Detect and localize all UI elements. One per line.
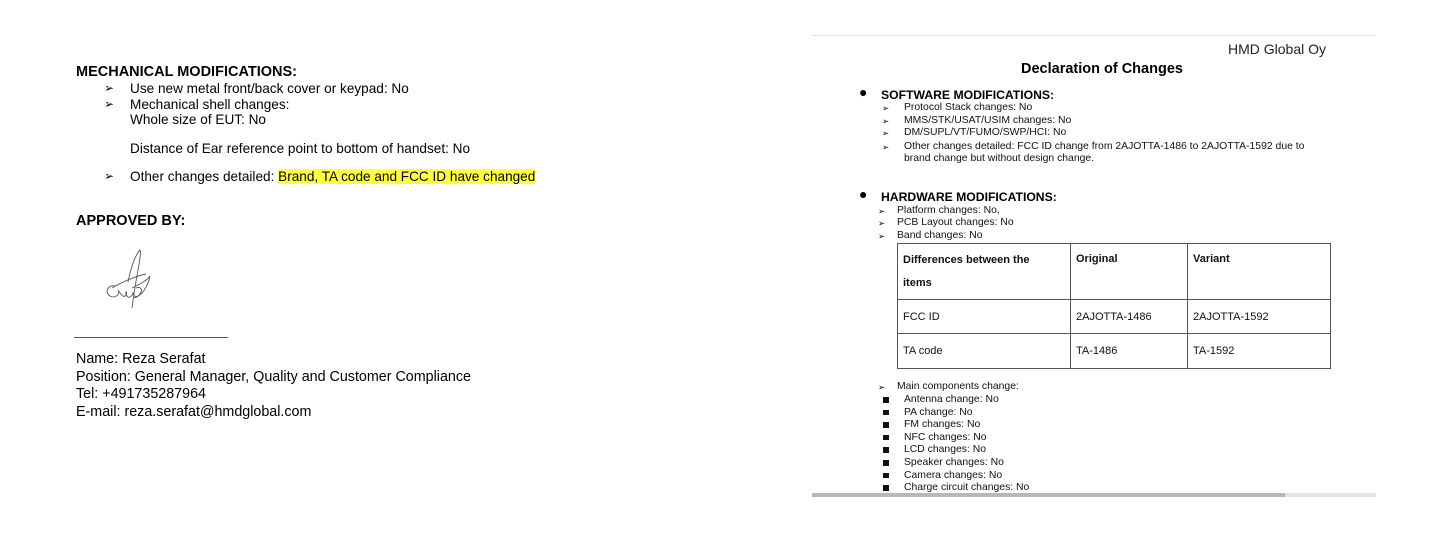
arrow-bullet-icon: ➢ — [878, 218, 886, 228]
table-header-cell: Variant — [1188, 244, 1331, 300]
arrow-bullet-icon: ➢ — [882, 142, 890, 152]
component-item: NFC changes: No — [904, 431, 987, 443]
software-heading: SOFTWARE MODIFICATIONS: — [881, 88, 1055, 102]
other-changes-label: Other changes detailed: — [130, 169, 279, 184]
component-item: Camera changes: No — [904, 469, 1003, 481]
mechanical-heading: MECHANICAL MODIFICATIONS: — [76, 64, 297, 80]
signer-name: Name: Reza Serafat — [76, 351, 206, 367]
scrollbar-thumb[interactable] — [812, 493, 1285, 497]
signature-line — [74, 337, 228, 338]
component-item: Charge circuit changes: No — [904, 482, 1030, 494]
component-item: LCD changes: No — [904, 444, 987, 456]
page-top-divider — [812, 35, 1376, 36]
table-cell: 2AJOTTA-1592 — [1188, 300, 1331, 334]
square-bullet-icon — [883, 447, 889, 453]
component-item: Speaker changes: No — [904, 457, 1004, 468]
arrow-bullet-icon: ➢ — [882, 128, 890, 138]
sw-item: MMS/STK/USAT/USIM changes: No — [904, 115, 1072, 126]
square-bullet-icon — [883, 473, 889, 479]
bullet-dot-icon: ● — [859, 186, 868, 202]
sw-item: DM/SUPL/VT/FUMO/SWP/HCI: No — [904, 127, 1067, 138]
square-bullet-icon — [883, 422, 889, 428]
table-cell: 2AJOTTA-1486 — [1071, 300, 1188, 334]
other-changes — [130, 169, 535, 185]
signer-position: Position: General Manager, Quality and Customer Compliance — [76, 369, 471, 385]
arrow-bullet-icon: ➢ — [878, 382, 886, 392]
square-bullet-icon — [883, 435, 889, 441]
table-header-cell — [898, 244, 1071, 300]
arrow-bullet-icon: ➢ — [882, 103, 890, 113]
table-header-text: Differences between the — [903, 253, 1030, 266]
table-row — [898, 334, 1331, 369]
sw-item: Protocol Stack changes: No — [904, 102, 1033, 113]
signer-tel: Tel: +491735287964 — [76, 386, 206, 402]
sw-item: Other changes detailed: FCC ID change from 2AJOTTA-1486 to 2AJOTTA-1592 due to — [904, 141, 1305, 152]
table-cell: TA code — [898, 334, 1071, 369]
company-name: HMD Global Oy — [1228, 41, 1327, 57]
table-header-row — [898, 244, 1331, 300]
component-item: FM changes: No — [904, 419, 981, 431]
bullet-dot-icon: ● — [859, 84, 868, 100]
table-header-cell: Original — [1071, 244, 1188, 300]
highlighted-changes: Brand, TA code and FCC ID have changed — [278, 169, 536, 184]
table-row — [898, 300, 1331, 334]
arrow-bullet-icon: ➢ — [878, 231, 886, 241]
declaration-title: Declaration of Changes — [1021, 61, 1183, 77]
hw-item: PCB Layout changes: No — [897, 217, 1014, 228]
arrow-bullet-icon: ➢ — [882, 116, 890, 126]
square-bullet-icon — [883, 460, 889, 466]
table-cell: TA-1592 — [1188, 334, 1331, 369]
differences-table — [897, 243, 1331, 369]
table-cell: TA-1486 — [1071, 334, 1188, 369]
square-bullet-icon — [883, 485, 889, 491]
arrow-bullet-icon: ➢ — [104, 169, 115, 183]
mech-item: Mechanical shell changes: — [130, 97, 290, 112]
mech-item: Use new metal front/back cover or keypad: No — [130, 81, 409, 96]
signature-image — [98, 246, 154, 316]
hw-item: Band changes: No — [897, 230, 983, 241]
component-item: Antenna change: No — [904, 394, 999, 405]
arrow-bullet-icon: ➢ — [104, 97, 115, 111]
component-item: PA change: No — [904, 406, 973, 418]
whole-size-text: Whole size of EUT: No — [130, 112, 266, 127]
hw-item: Platform changes: No, — [897, 205, 1000, 216]
hardware-heading: HARDWARE MODIFICATIONS: — [881, 190, 1057, 204]
arrow-bullet-icon: ➢ — [104, 81, 115, 95]
arrow-bullet-icon: ➢ — [878, 206, 886, 216]
sw-item-continued: brand change but without design change. — [904, 153, 1095, 164]
square-bullet-icon — [883, 397, 889, 403]
approved-heading: APPROVED BY: — [76, 213, 186, 229]
main-components-label: Main components change: — [897, 381, 1019, 392]
ear-distance-text: Distance of Ear reference point to bottom of handset: No — [130, 141, 471, 156]
table-header-text: items — [903, 276, 932, 289]
signer-email: E-mail: reza.serafat@hmdglobal.com — [76, 404, 312, 420]
square-bullet-icon — [883, 410, 889, 416]
table-cell: FCC ID — [898, 300, 1071, 334]
